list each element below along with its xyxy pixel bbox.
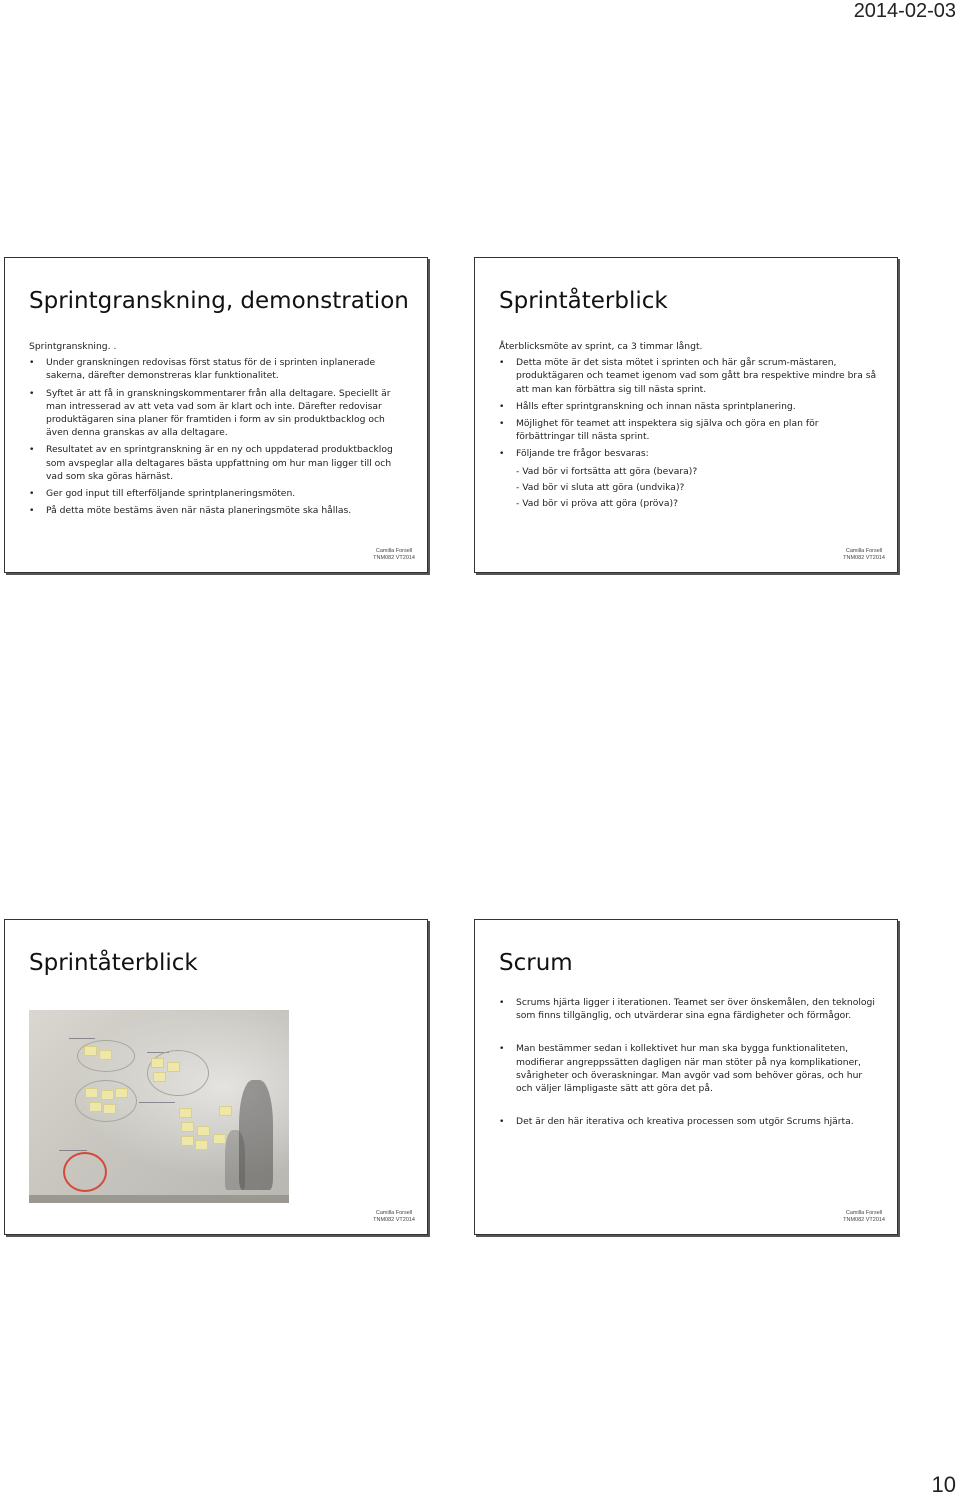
bullet-item: • Möjlighet för teamet att inspektera sig själva och göra en plan för förbättringar till nästa sprint. (499, 417, 879, 443)
footer-course: TNM082 VT2014 (373, 555, 415, 561)
question-item: - Vad bör vi pröva att göra (pröva)? (516, 498, 678, 510)
slide-body (499, 340, 879, 513)
slide-intro: Sprintgranskning. . (29, 341, 117, 352)
bullet-item: • Resultatet av en sprintgranskning är en ny och uppdaterad produktbacklog som avspeglar alla deltagares bästa uppfattning om hur man ligger till och vad som ska göras härnäst. (29, 443, 409, 483)
slide-sprintaterblick-photo (4, 919, 428, 1235)
slide-footer (843, 548, 885, 562)
page-number: 10 (931, 1472, 956, 1497)
bullet-list (29, 356, 409, 517)
bullet-item: • Det är den här iterativa och kreativa processen som utgör Scrums hjärta. (499, 1115, 879, 1128)
bullet-item: • Syftet är att få in granskningskommentarer från alla deltagare. Speciellt är man intresserad av att veta vad som är klart och inte. Därefter redovisar produktägaren sina planer för framtiden i form av sin produktbacklog och även denna granskas av alla deltagare. (29, 387, 409, 440)
bullet-item: • Under granskningen redovisas först status för de i sprinten inplanerade sakerna, därefter demonstreras klar funktionalitet. (29, 356, 409, 382)
whiteboard-photo (29, 1010, 289, 1203)
slide-title: Sprintgranskning, demonstration (29, 288, 409, 314)
slide-footer (843, 1210, 885, 1224)
slide-title: Sprintåterblick (29, 950, 198, 976)
footer-course: TNM082 VT2014 (373, 1217, 415, 1223)
bullet-item: • Hålls efter sprintgranskning och innan nästa sprintplanering. (499, 400, 879, 413)
bullet-item: • Man bestämmer sedan i kollektivet hur man ska bygga funktionaliteten, modifierar angreppssätten dagligen när man stöter på nya komplikationer, svårigheter och överaskningar. Man avgör vad som behöver göras, och hur och väljer lämpligaste sätt att göra det på. (499, 1042, 879, 1095)
bullet-item: • Detta möte är det sista mötet i sprinten och här går scrum-mästaren, produktägaren och teamet igenom vad som gått bra respektive mindre bra så att man kan förbättra sig till nästa sprint. (499, 356, 879, 396)
bullet-item: • På detta möte bestäms även när nästa planeringsmöte ska hållas. (29, 504, 409, 517)
slide-title: Sprintåterblick (499, 288, 668, 314)
bullet-item: • Följande tre frågor besvaras: (499, 447, 879, 460)
slide-intro: Återblicksmöte av sprint, ca 3 timmar långt. (499, 341, 703, 352)
bullet-item: • Ger god input till efterföljande sprintplaneringsmöten. (29, 487, 409, 500)
footer-author: Camilla Forsell (375, 548, 413, 554)
question-item: - Vad bör vi fortsätta att göra (bevara)? (516, 465, 698, 477)
footer-author: Camilla Forsell (375, 1210, 413, 1216)
slide-footer (373, 548, 415, 562)
bullet-item: • Scrums hjärta ligger i iterationen. Teamet ser över önskemålen, den teknologi som finns tillgänglig, och utvärderar sina egna färdigheter och förmågor. (499, 996, 879, 1022)
slide-body (29, 340, 409, 521)
slide-sprintaterblick-text (474, 257, 898, 573)
slide-title: Scrum (499, 950, 573, 976)
bullet-list (499, 996, 879, 1128)
question-item: - Vad bör vi sluta att göra (undvika)? (516, 481, 685, 493)
slide-scrum (474, 919, 898, 1235)
footer-author: Camilla Forsell (845, 548, 883, 554)
footer-course: TNM082 VT2014 (843, 555, 885, 561)
slide-footer (373, 1210, 415, 1224)
bullet-list (499, 356, 879, 460)
page-date: 2014-02-03 (853, 0, 956, 22)
slide-body (499, 996, 879, 1132)
slide-sprintgranskning (4, 257, 428, 573)
footer-course: TNM082 VT2014 (843, 1217, 885, 1223)
footer-author: Camilla Forsell (845, 1210, 883, 1216)
